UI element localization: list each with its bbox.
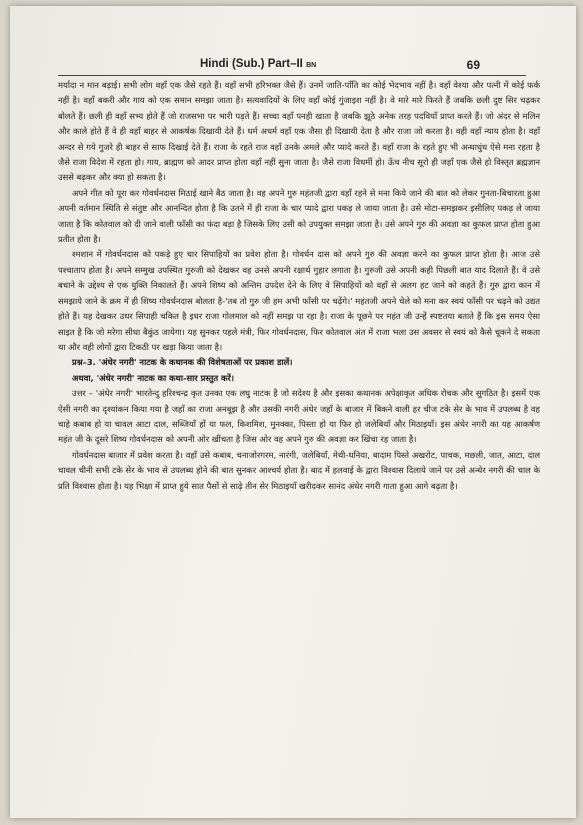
- answer-paragraph: उत्तर – 'अंधेर नगरी' भारतेन्दु हरिश्चन्द्र कृत उनका एक लघु नाटक है जो सदेश्य है और इसका कथानक अपेक्षाकृत अधिक रोचक और सुगठित है। इसमें एक ऐसी नगरी का दृश्यांकन किया गया है जहाँ का राजा अनबूझ है और उसकी नगरी अंधेर जहाँ के बाजार में बिकने वाली हर चीज टके सेर के भाव में उपलब्ध है वह चाहे कबाब हो या चावल आटा दाल, सब्जियाँ हों या फल, किशमिश, मुनक्का, पिस्ता हो या फिर हो जलेबियाँ और मिठाइयाँ। इस अंधेर नगरी का यह आकर्षण महंत जी के दूसरे शिष्य गोवर्धनदास को अपनी ओर खींचता है जिस ओर वह अपने गुरु की अवज्ञा कर खिंचा रह जाता है।: [58, 388, 540, 445]
- paragraph-shmashan: श्मशान में गोवर्धनदास को पकड़े हुए चार सिपाहियों का प्रवेश होता है। गोवर्धन दास को अपने गुरु की अवज्ञा करने का कुफल प्राप्त होता है। आज उसे पश्चाताप होता है। अपने सम्मुख उपस्थित गुरुजी को देखकर वह उनसे अपनी रक्षार्थ गुहार लगाता है। गुरुजी उसे अपनी कही पिछली बात याद दिलाते हैं। वे उसे बचाने के उद्देश्य से एक युक्ति निकालते हैं। अपने शिष्य को अन्तिम उपदेश देने के लिए वे सिपाहियों को वहाँ से अलग हट जाने को कहते हैं। गुरु द्वारा कान में समझाये जाने के क्रम में ही शिष्य गोवर्धनदास बोलता है-'तब तो गुरु जी हम अभी फाँसी पर चढ़ेंगे।' महंतजी अपने चेले को मना कर स्वयं फाँसी पर चढ़ने को उद्यत होते हैं। यह देखकर उधर सिपाही चकित है इधर राजा गोलमाल को नहीं समझ पा रहा है। राजा के पूछने पर महंत जी उन्हें स्पष्टतया बताते हैं कि इस समय ऐसा साइत है कि जो मरेगा सीधा बैकुंठ जायेगा। यह सुनकर पहले मंत्री, फिर गोवर्धनदास, फिर कोतवाल अंत में राजा भला उस अवसर से स्वयं को कैसे चूकने दे सकता था और वही लोगों द्वारा टिकठी पर खड़ा किया जाता है।: [58, 249, 540, 352]
- header-divider: [58, 75, 526, 76]
- paragraph-bazaar: गोवर्धनदास बाजार में प्रवेश करता है। वहाँ उसे कबाब, चनाजोरगरम, नारंगी, जलेबियाँ, मेथी-धनिया, बादाम पिस्ते अखरोट, पाचक, मछली, जात, आटा, दाल चावल चीनी सभी टके सेर के भाव से उपलब्ध होने की बात सुनकर आश्चर्य होता है। बाद में हलवाई के द्वारा विश्वास दिलाये जाने पर उसे अन्धेर नगरी की चाल के प्रति विश्वास होता है। यह भिक्षा में प्राप्त हुये सात पैसों से साढ़े तीन सेर मिठाइयाँ खरीदकर सानंद अंधेर नगरी गाता हुआ आगे बढ़ता है।: [58, 449, 540, 491]
- paragraph-intro: मर्यादा न मान बड़ाई। सभी लोग वहाँ एक जैसे रहते हैं। वहाँ सभी हरिभक्त जैसे हैं। उनमें जाति-पाँति का कोई भेदभाव नहीं है। वहाँ वेश्या और पत्नी में कोई फर्क नहीं है। वहाँ बकरी और गाय को एक समान समझा जाता है। सत्यवादियों के लिए वहाँ कोई गुंजाइश नहीं है। वे मारे मारे फिरते हैं जबकि छली दुष्ट सिर चढ़कर बोलते हैं। छली ही वहाँ सभ्य होते हैं जो राजसभा पर भारी पड़ते हैं। सच्चा वहाँ पनही खाता है जबकि झूठे अनेक तरह पदवियाँ प्राप्त करते हैं। जो अंदर से मलिन और काले होते हैं वे ही वहाँ बाहर से आकर्षक दिखायी देते हैं। धर्म अधर्म वहाँ एक जैसा ही दिखायी देता है और राजा जो करता है। वही वहाँ न्याय होता है। वहाँ अन्दर से गये गुजरे ही बाहर से साफ दिखाई देते हैं। राजा के रहते राज वहाँ उनके अमले और प्यादे करते हैं। वहाँ राजा के रहते हुए भी अन्धाधुंध ऐसे मना रहता है जैसे राजा विदेश में रहता हो। गाय, ब्राह्मण को आदर प्राप्त होता वहाँ नहीं सुना जाता है। जैसे राजा विधर्मी हो। ऊँच नीच सूरो ही जहाँ एक जैसे हो विस्तृत ब्रह्मज्ञान उससे बढ़कर और क्या हो सकता है।: [58, 80, 540, 183]
- body-text: [58, 78, 540, 494]
- header-code: BN: [306, 62, 317, 69]
- header-title: [200, 58, 316, 70]
- question-heading: प्रश्न–3. 'अंधेर नगरी' नाटक के कथानक की विशेषताओं पर प्रकाश डालें।: [72, 357, 293, 368]
- page-number: 69: [466, 58, 480, 72]
- paragraph-arrest: अपने गीत को पूरा कर गोवर्धनदास मिठाई खाने बैठ जाता है। वह अपने गुरु महंतजी द्वारा वहाँ रहने से मना किये जाने की बात को लेकर गुनता-बिचारता हुआ अपनी वर्तमान स्थिति से संतुष्ट और आनन्दित होता है कि उतने में ही राजा के चार प्यादे द्वारा पकड़ ले जाया जाता है। उसे मोटा-समझकर इसीलिए पकड़ ले जाया जाता है कि कोतवाल को दी जाने वाली फाँसी का फंदा बड़ा है जिसके लिए उसी को उपयुक्त समझा जाता है। उसे अपने गुरु की अवज्ञा का कुफल प्राप्त होता हुआ प्रतीत होता है।: [58, 187, 540, 245]
- question-alternate: अथवा, 'अंधेर नगरी' नाटक का कथा-सार प्रस्तुत करें।: [72, 372, 234, 383]
- header-title-text: Hindi (Sub.) Part–II: [200, 58, 303, 70]
- book-page: [10, 6, 576, 818]
